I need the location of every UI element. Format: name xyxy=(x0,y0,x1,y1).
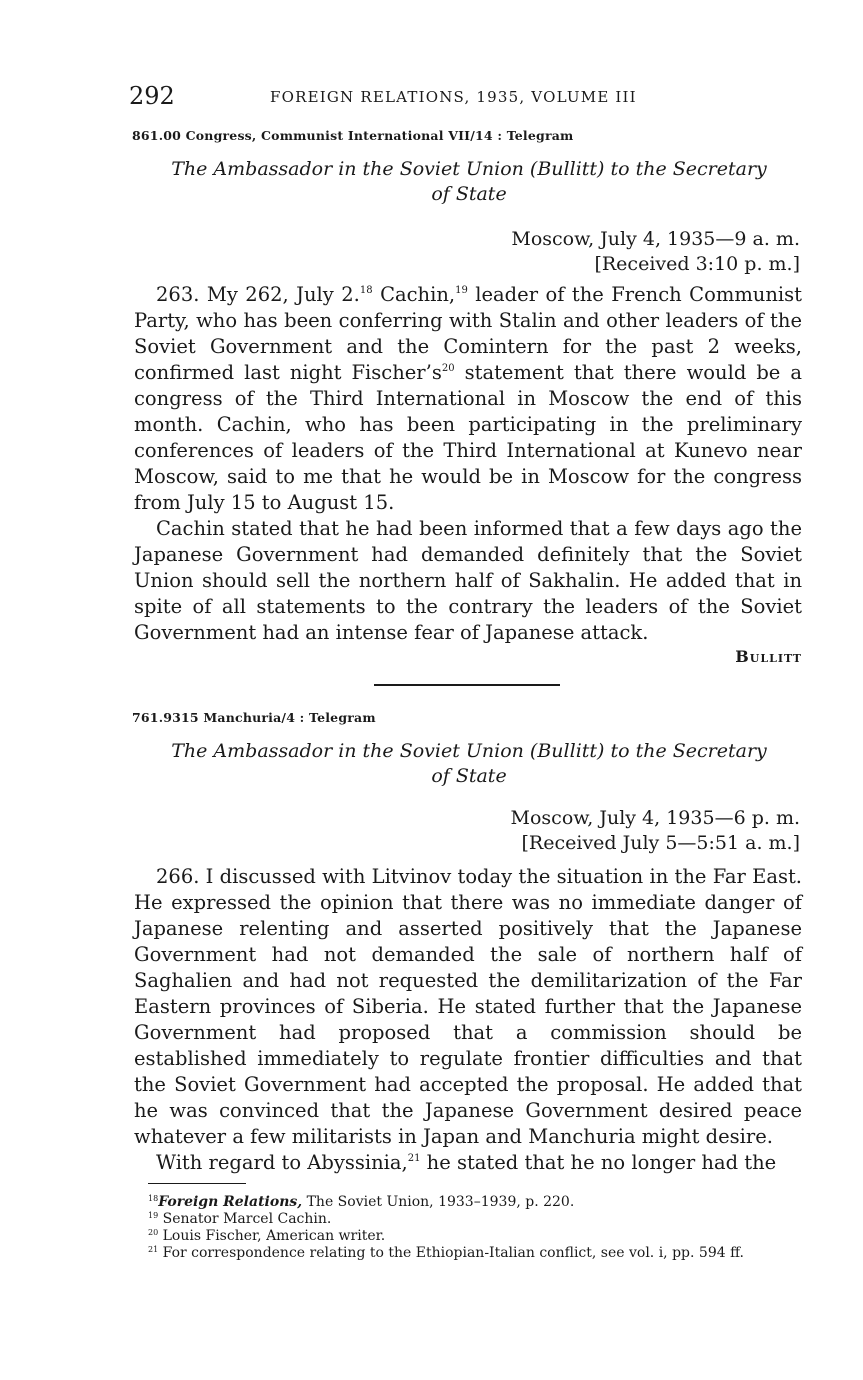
page-number: 292 xyxy=(129,82,175,110)
telegram-body xyxy=(134,282,802,646)
footnote: $^{19}$ Senator Marcel Cachin. xyxy=(148,1211,332,1227)
title-line: of State xyxy=(431,183,507,205)
date-received: [Received 3:10 p. m.] xyxy=(594,253,800,275)
running-title: FOREIGN RELATIONS, 1935, VOLUME III xyxy=(270,88,637,106)
footnote-ref: 18 xyxy=(359,285,373,296)
telegram-body xyxy=(134,864,802,1176)
footnote: $^{21}$ For correspondence relating to the Ethiopian-Italian conflict, see vol. i, pp. 594 ff. xyxy=(148,1245,744,1261)
title-line: The Ambassador in the Soviet Union (Bullitt) to the Secretary xyxy=(171,158,767,180)
dateline xyxy=(511,806,800,856)
paragraph: 263. My 262, July 2.18 Cachin,$^{19}$ leader of the French Communist Party, who has been conferring with Stalin and other leaders of the Soviet Government and the Comintern for the past 2 weeks, confirmed last night $Fischer’s^{20}$ statement that there would be a congress of the Third International in Moscow the end of this month. Cachin, who has been participating in the preliminary conferences of leaders of the Third International at Kunevo near Moscow, said to me that he would be in Moscow for the congress from July 15 to August 15. xyxy=(134,283,803,514)
footnote-ref: 21 xyxy=(407,1153,421,1164)
date-sent: Moscow, July 4, 1935—9 a. m. xyxy=(511,228,800,250)
running-head xyxy=(129,82,804,112)
signature: Bullitt xyxy=(735,647,802,666)
footnote-rule xyxy=(148,1183,246,1184)
section-divider xyxy=(374,684,560,686)
date-sent: Moscow, July 4, 1935—6 p. m. xyxy=(510,807,800,829)
paragraph: 266. I discussed with Litvinov today the situation in the Far East. He expressed the opinion that there was no immediate danger of Japanese relenting and asserted positively that the Japanese Government had not demanded the sale of northern half of Saghalien and had not requested the demilitarization of the Far Eastern provinces of Siberia. He stated further that the Japanese Government had proposed that a commission should be established immediately to regulate frontier difficulties and that the Soviet Government had accepted the proposal. He added that he was convinced that the Japanese Government desired peace whatever a few militarists in Japan and Manchuria might desire. xyxy=(134,865,802,1148)
title-line: of State xyxy=(431,765,507,787)
paragraph: With regard to Abyssinia,$^{21}$ he stated that he no longer had the xyxy=(156,1151,777,1174)
footnote: $^{20}$ Louis Fischer, American writer. xyxy=(148,1228,386,1244)
document-title xyxy=(134,739,804,789)
footnotes xyxy=(134,1194,806,1262)
footnote: $^{18}$Foreign Relations, The Soviet Union, 1933–1939, p. 220. xyxy=(148,1194,575,1210)
file-reference: 761.9315 Manchuria/4 : Telegram xyxy=(132,710,376,725)
footnote-ref: 20 xyxy=(441,363,455,374)
document-title xyxy=(134,157,804,207)
footnote-ref: 19 xyxy=(455,285,468,296)
date-received: [Received July 5—5:51 a. m.] xyxy=(521,832,800,854)
title-line: The Ambassador in the Soviet Union (Bullitt) to the Secretary xyxy=(171,740,767,762)
paragraph: Cachin stated that he had been informed that a few days ago the Japanese Government had demanded definitely that the Soviet Union should sell the northern half of Sakhalin. He added that in spite of all statements to the contrary the leaders of the Soviet Government had an intense fear of Japanese attack. xyxy=(134,517,802,644)
dateline xyxy=(511,227,800,277)
file-reference: 861.00 Congress, Communist International VII/14 : Telegram xyxy=(132,128,574,143)
